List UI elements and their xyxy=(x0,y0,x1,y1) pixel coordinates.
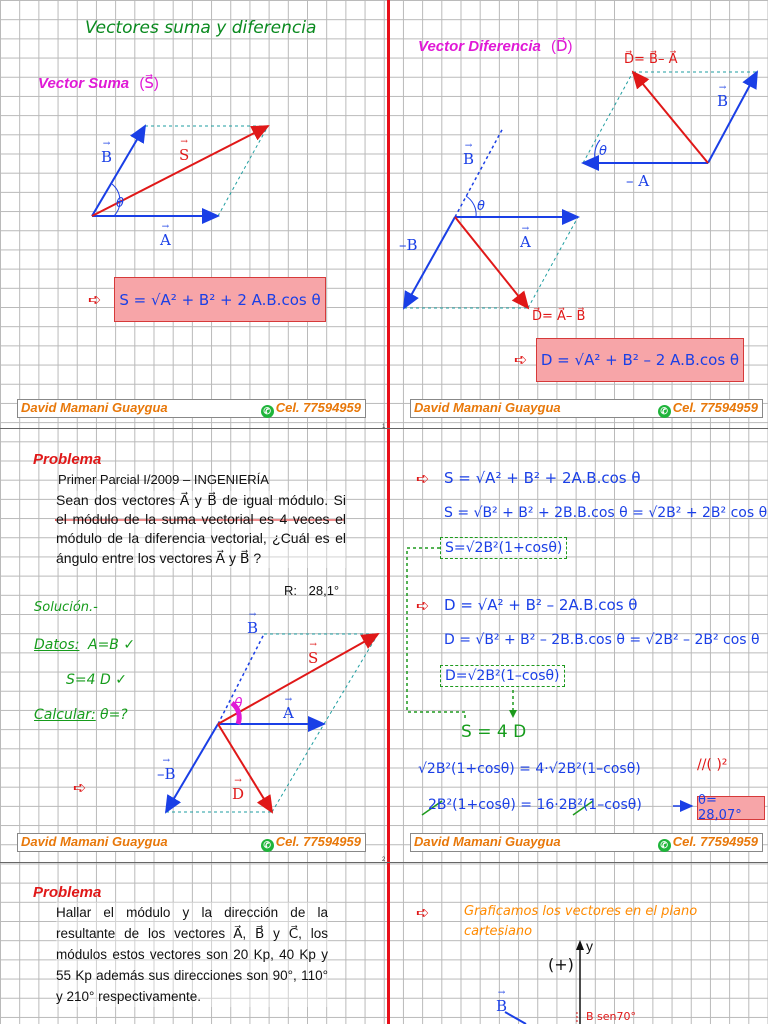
p3-calcular-label: Calcular: xyxy=(34,707,96,723)
p3-datos-label: Datos: xyxy=(34,637,80,653)
vector-suma-heading-text: Vector Suma xyxy=(38,75,130,92)
p4-line-3-box: S=√2B²(1+cosθ) xyxy=(440,537,567,559)
p2-label-theta-lower: θ xyxy=(477,199,485,214)
p2-definition-bottom: D⃗= A⃗– B⃗ xyxy=(532,309,586,324)
p2-dashed-right xyxy=(528,217,578,308)
p2-pointer-arrow: ➪ xyxy=(514,352,528,369)
p4-connector-arrow xyxy=(509,710,517,718)
p2-vector-b-upper xyxy=(708,72,757,163)
p4-line-1: S = √A² + B² + 2A.B.cos θ xyxy=(444,469,641,487)
p4-line-2: S = √B² + B² + 2B.B.cos θ = √2B² + 2B² cos θ xyxy=(444,505,768,521)
p2-vector-d-upper xyxy=(633,72,708,163)
footer-author: David Mamani Guaygua xyxy=(21,834,168,849)
p1-label-s: → S xyxy=(179,137,190,164)
footer-phone: ✆ Cel. 77594959 xyxy=(261,834,361,852)
p2-definition-top: D⃗= B⃗– A⃗ xyxy=(624,52,678,67)
p6-label-b: → B xyxy=(496,988,508,1015)
p1-label-b: → B xyxy=(101,139,113,166)
p3-datos-2: S=4 D ✓ xyxy=(66,672,127,688)
p2-label-a: → A xyxy=(520,224,531,251)
p3-answer-value: 28,1° xyxy=(308,583,340,598)
whatsapp-icon: ✆ xyxy=(658,839,671,852)
p1-label-a: → A xyxy=(160,222,171,249)
whatsapp-icon: ✆ xyxy=(658,405,671,418)
whatsapp-icon: ✆ xyxy=(261,839,274,852)
p3-vector-d xyxy=(218,724,272,812)
p2-label-b-lower: → B xyxy=(463,141,475,168)
vector-suma-symbol: (S⃗) xyxy=(139,75,159,92)
p6-quadrant-label: (+) xyxy=(548,955,574,974)
p5-problem-text: Hallar el módulo y la dirección de la resultante de los vectores A⃗, B⃗ y C⃗, los módulos estos vectores son 20 Kp, 40 Kp y 55 Kp además sus direcciones son 90°, 110° y 210° respectivamente. xyxy=(56,902,328,1007)
p3-source: Primer Parcial I/2009 – INGENIERÍA xyxy=(58,472,269,487)
p4-line-9: 2B²(1+cosθ) = 16·2B²(1–cosθ) xyxy=(428,797,642,813)
p2-vector-d-lower xyxy=(455,217,528,308)
p3-calcular: θ=? xyxy=(100,707,128,723)
footer-phone: ✆ Cel. 77594959 xyxy=(261,400,361,418)
footer-phone: ✆ Cel. 77594959 xyxy=(658,400,758,418)
p6-pointer-arrow: ➪ xyxy=(416,905,430,922)
p1-pointer-arrow: ➪ xyxy=(88,292,102,309)
p3-heading: Problema xyxy=(33,451,102,468)
footer-4 xyxy=(410,833,763,852)
p6-text: Graficamos los vectores en el plano cartesiano xyxy=(464,904,698,939)
p3-label-theta: θ xyxy=(234,696,243,712)
p3-problem-text: Sean dos vectores A⃗ y B⃗ de igual módulo. Si el módulo de la suma vectorial es 4 veces el módulo de la diferencia vectorial, ¿Cuál es el ángulo entre los vectores A⃗ y B⃗ ? xyxy=(56,491,346,568)
p3-label-s: → S xyxy=(308,640,319,667)
p3-pointer-arrow: ➪ xyxy=(73,780,87,797)
footer-1 xyxy=(17,399,366,418)
p2-label-neg-a: – A xyxy=(626,172,650,190)
p3-dashed-left-right xyxy=(272,724,324,812)
p2-label-theta-upper: θ xyxy=(599,144,607,159)
p2-label-neg-b: –B xyxy=(399,236,418,254)
vector-diferencia-symbol: (D⃗) xyxy=(551,38,573,55)
footer-2 xyxy=(410,399,763,418)
p4-pointer-arrow-2: ➪ xyxy=(416,598,430,615)
whatsapp-icon: ✆ xyxy=(261,405,274,418)
p2-label-b-upper: → B xyxy=(717,83,729,110)
footer-author: David Mamani Guaygua xyxy=(414,834,561,849)
page-number-1: 1 xyxy=(382,424,386,430)
p3-solution-label: Solución.- xyxy=(34,600,98,615)
p1-label-theta: θ xyxy=(116,196,124,211)
p3-answer-label: R: xyxy=(284,583,297,598)
p3-dashed-right xyxy=(324,634,378,724)
p4-pointer-arrow-1: ➪ xyxy=(416,471,430,488)
p3-label-neg-b: → –B xyxy=(157,756,176,783)
footer-author: David Mamani Guaygua xyxy=(414,400,561,415)
p5-heading: Problema xyxy=(33,884,102,901)
p1-sum-formula: S = √A² + B² + 2 A.B.cos θ xyxy=(114,277,326,322)
footer-3 xyxy=(17,833,366,852)
p4-line-8: √2B²(1+cosθ) = 4·√2B²(1–cosθ) xyxy=(418,761,641,777)
vector-diferencia-heading xyxy=(418,37,573,55)
p3-answer xyxy=(284,583,339,598)
p2-dashed-left xyxy=(583,72,633,163)
page-title: Vectores suma y diferencia xyxy=(85,18,317,38)
vector-diferencia-heading-text: Vector Diferencia xyxy=(418,38,541,55)
footer-phone: ✆ Cel. 77594959 xyxy=(658,834,758,852)
p4-square-note: //( )² xyxy=(697,757,728,773)
p3-label-a: → A xyxy=(283,695,294,722)
p6-vector-b xyxy=(505,1012,526,1024)
p6-label-bsen: B sen70° xyxy=(586,1010,637,1023)
page-number-2: 2 xyxy=(382,857,386,863)
p3-datos-1: A=B ✓ xyxy=(88,637,136,653)
p3-label-d: → D xyxy=(232,776,245,803)
p2-angle-arc-lower xyxy=(466,196,476,217)
p2-difference-formula: D = √A² + B² – 2 A.B.cos θ xyxy=(536,338,744,382)
p3-label-b: → B xyxy=(247,610,259,637)
p4-line-5: D = √B² + B² – 2B.B.cos θ = √2B² – 2B² cos θ xyxy=(444,632,760,648)
p4-line-7: S = 4 D xyxy=(461,722,527,742)
p4-result: θ= 28,07° xyxy=(697,796,765,820)
p4-line-4: D = √A² + B² – 2A.B.cos θ xyxy=(444,596,638,614)
p4-line-6-box: D=√2B²(1–cosθ) xyxy=(440,665,565,687)
footer-author: David Mamani Guaygua xyxy=(21,400,168,415)
p6-axis-y-label: y xyxy=(586,938,593,954)
p2-vector-neg-b xyxy=(404,217,455,308)
